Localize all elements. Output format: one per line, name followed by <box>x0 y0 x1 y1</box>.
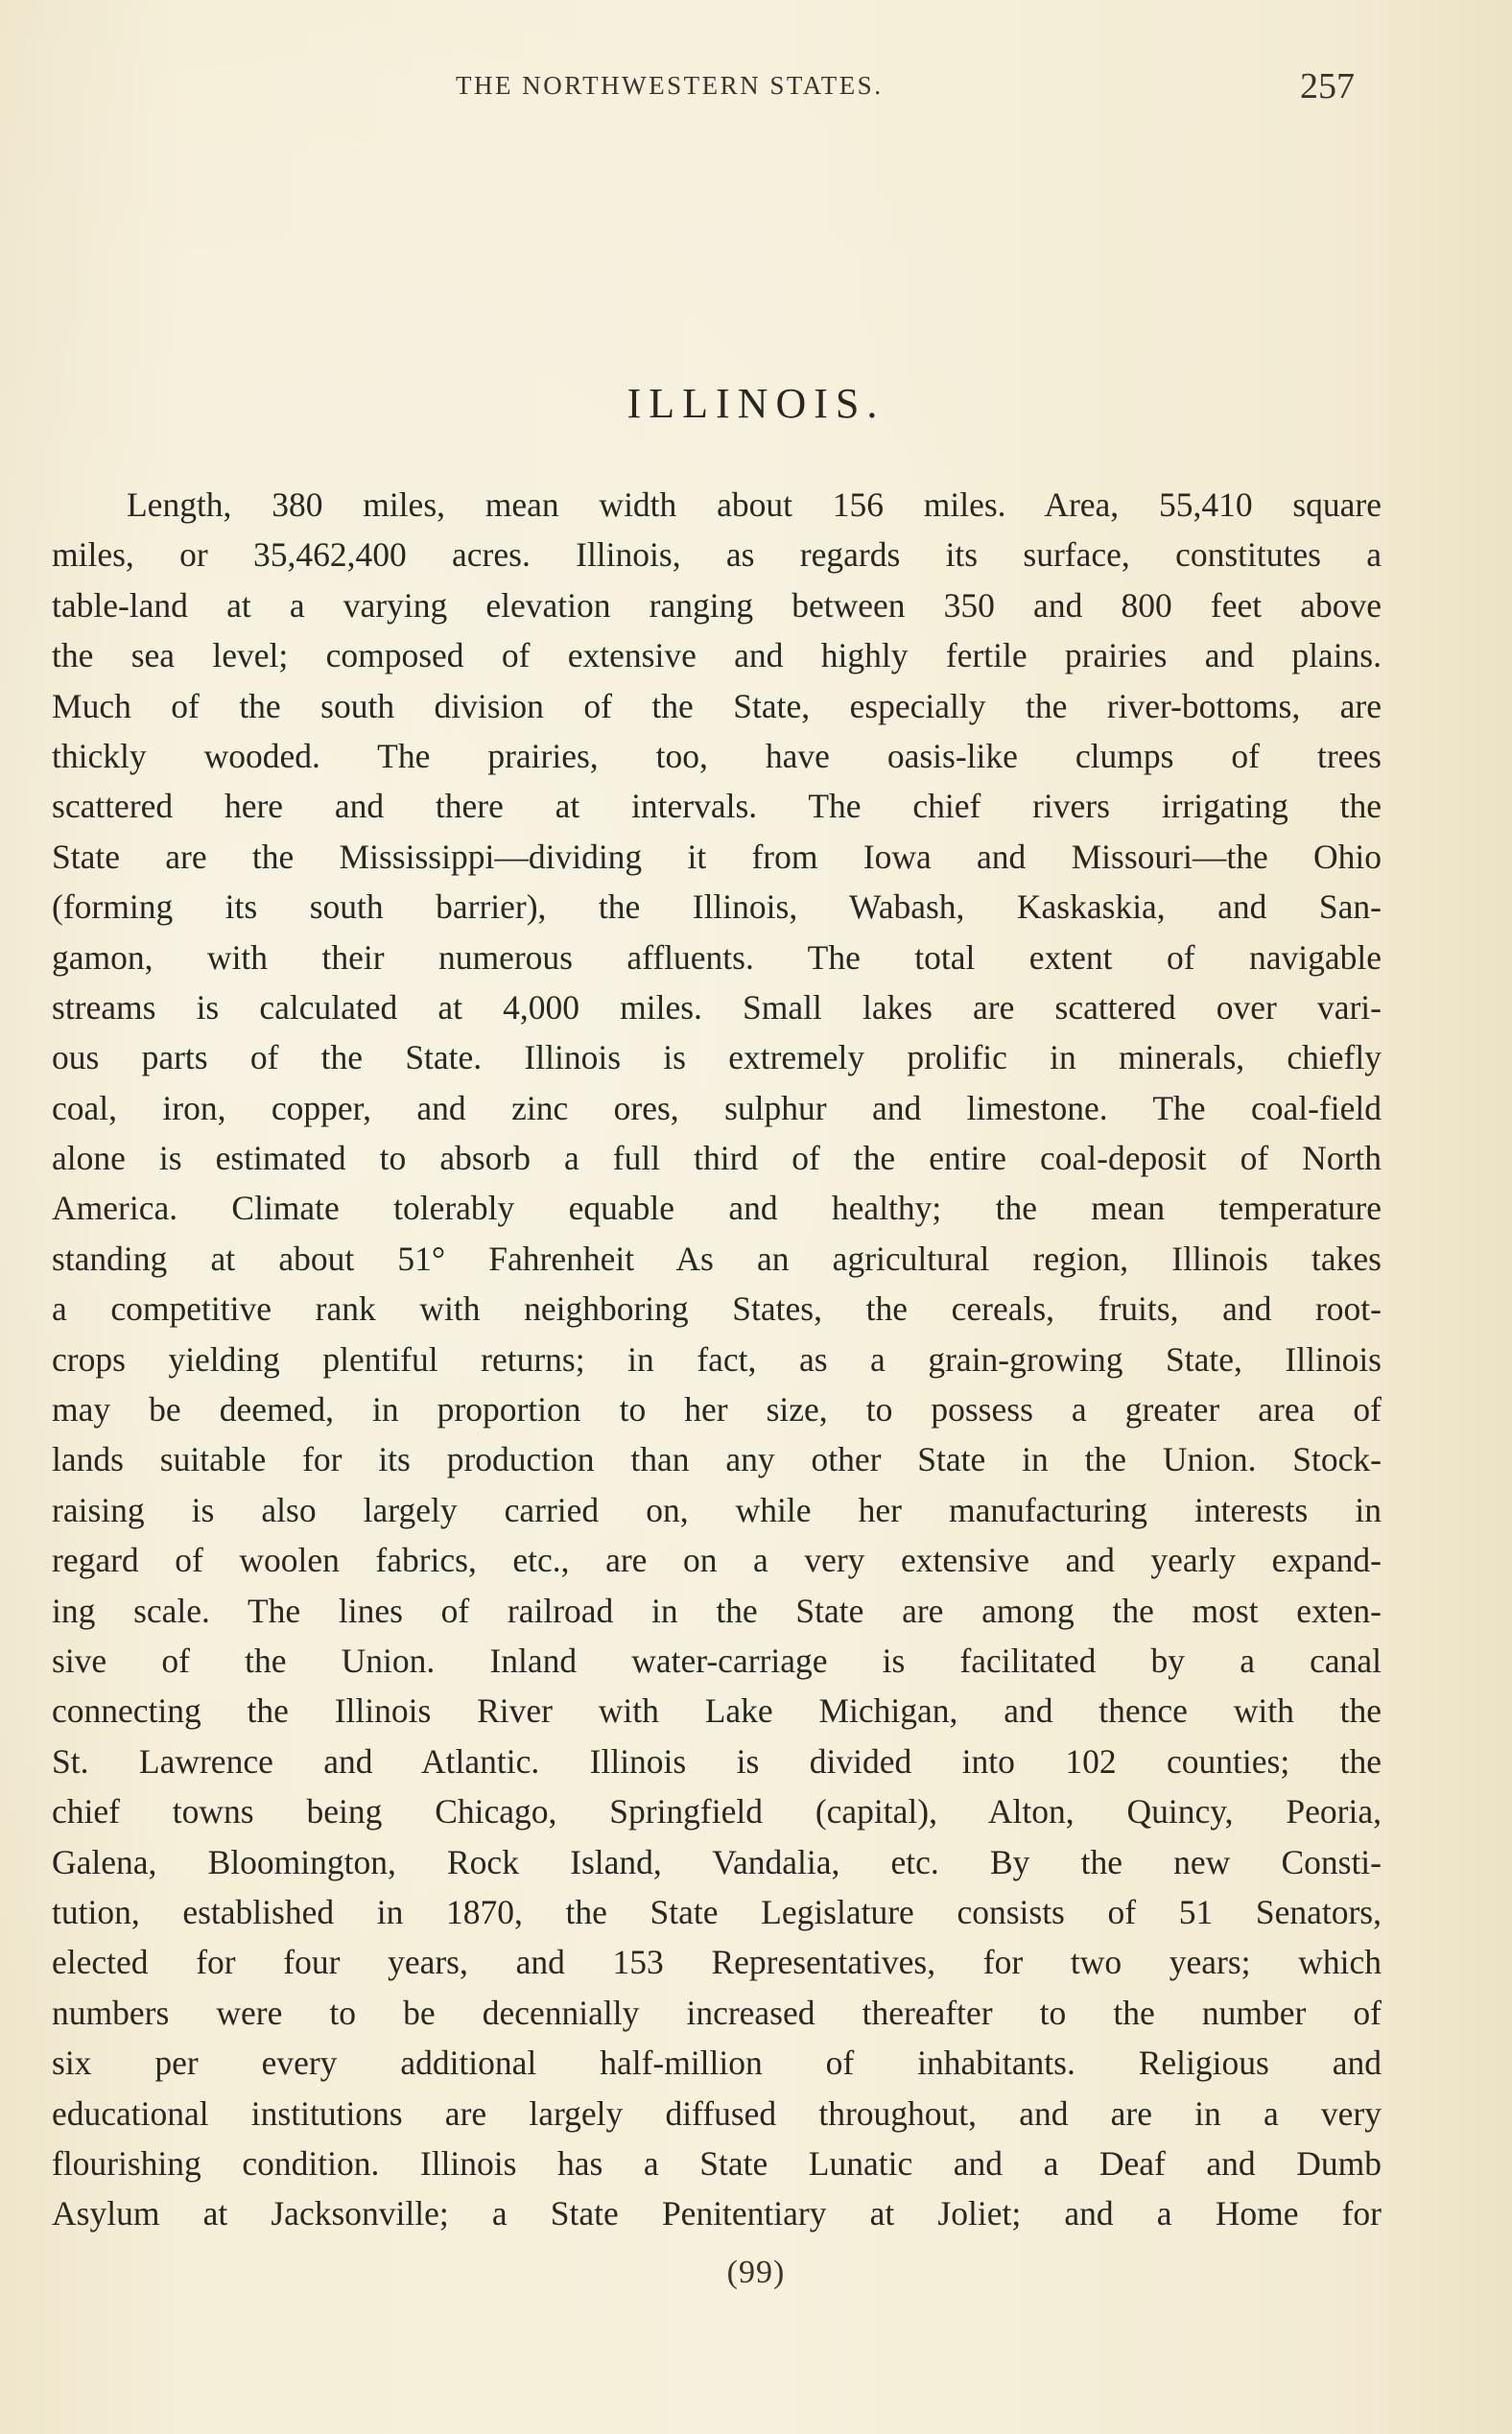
text-line: raising is also largely carried on, while her manufacturing interests in <box>52 1490 1382 1529</box>
text-line: sive of the Union. Inland water-carriage is facilitated by a canal <box>52 1641 1382 1680</box>
section-title: ILLINOIS. <box>626 380 886 427</box>
text-line: alone is estimated to absorb a full third of the entire coal-deposit of North <box>52 1139 1382 1178</box>
signature-mark: (99) <box>726 2255 786 2290</box>
body-paragraph <box>52 480 1382 2239</box>
text-line: lands suitable for its production than any other State in the Union. Stock- <box>52 1440 1382 1479</box>
text-line: a competitive rank with neighboring States, the cereals, fruits, and root- <box>52 1289 1382 1329</box>
text-line: tution, established in 1870, the State Legislature consists of 51 Senators, <box>52 1892 1382 1931</box>
text-line: educational institutions are largely diffused throughout, and are in a very <box>52 2093 1382 2133</box>
text-line: miles, or 35,462,400 acres. Illinois, as regards its surface, constitutes a <box>52 535 1382 575</box>
text-line: Galena, Bloomington, Rock Island, Vandalia, etc. By the new Consti- <box>52 1842 1382 1881</box>
text-line: flourishing condition. Illinois has a State Lunatic and a Deaf and Dumb <box>52 2143 1382 2183</box>
text-line: the sea level; composed of extensive and highly fertile prairies and plains. <box>52 636 1382 675</box>
text-line: America. Climate tolerably equable and healthy; the mean temperature <box>52 1189 1382 1228</box>
text-line: coal, iron, copper, and zinc ores, sulphur and limestone. The coal-field <box>52 1088 1382 1127</box>
text-line: Asylum at Jacksonville; a State Penitentiary at Joliet; and a Home for <box>52 2194 1382 2233</box>
text-line: elected for four years, and 153 Representatives, for two years; which <box>52 1943 1382 1982</box>
text-line: chief towns being Chicago, Springfield (capital), Alton, Quincy, Peoria, <box>52 1792 1382 1831</box>
text-line: Much of the south division of the State, especially the river-bottoms, are <box>52 686 1382 725</box>
text-line: standing at about 51° Fahrenheit As an agricultural region, Illinois takes <box>52 1239 1382 1278</box>
page-number: 257 <box>1300 66 1355 106</box>
text-line: St. Lawrence and Atlantic. Illinois is divided into 102 counties; the <box>52 1741 1382 1781</box>
text-line: may be deemed, in proportion to her size, to possess a greater area of <box>52 1390 1382 1430</box>
running-head: THE NORTHWESTERN STATES. <box>456 71 884 100</box>
text-line: crops yielding plentiful returns; in fact, as a grain-growing State, Illinois <box>52 1339 1382 1379</box>
text-line: thickly wooded. The prairies, too, have oasis-like clumps of trees <box>52 736 1382 775</box>
text-line: Length, 380 miles, mean width about 156 miles. Area, 55,410 square <box>127 485 1382 524</box>
text-line: scattered here and there at intervals. The chief rivers irrigating the <box>52 787 1382 826</box>
text-line: connecting the Illinois River with Lake Michigan, and thence with the <box>52 1691 1382 1731</box>
text-line: six per every additional half-million of inhabitants. Religious and <box>52 2044 1382 2083</box>
text-line: State are the Mississippi—dividing it from Iowa and Missouri—the Ohio <box>52 837 1382 876</box>
text-line: ous parts of the State. Illinois is extremely prolific in minerals, chiefly <box>52 1038 1382 1077</box>
text-line: gamon, with their numerous affluents. The total extent of navigable <box>52 937 1382 977</box>
text-line: table-land at a varying elevation ranging between 350 and 800 feet above <box>52 585 1382 625</box>
text-line: numbers were to be decennially increased thereafter to the number of <box>52 1993 1382 2032</box>
text-line: regard of woolen fabrics, etc., are on a very extensive and yearly expand- <box>52 1541 1382 1580</box>
text-line: (forming its south barrier), the Illinois, Wabash, Kaskaskia, and San- <box>52 887 1382 927</box>
text-line: ing scale. The lines of railroad in the State are among the most exten- <box>52 1591 1382 1630</box>
text-line: streams is calculated at 4,000 miles. Small lakes are scattered over vari- <box>52 987 1382 1027</box>
